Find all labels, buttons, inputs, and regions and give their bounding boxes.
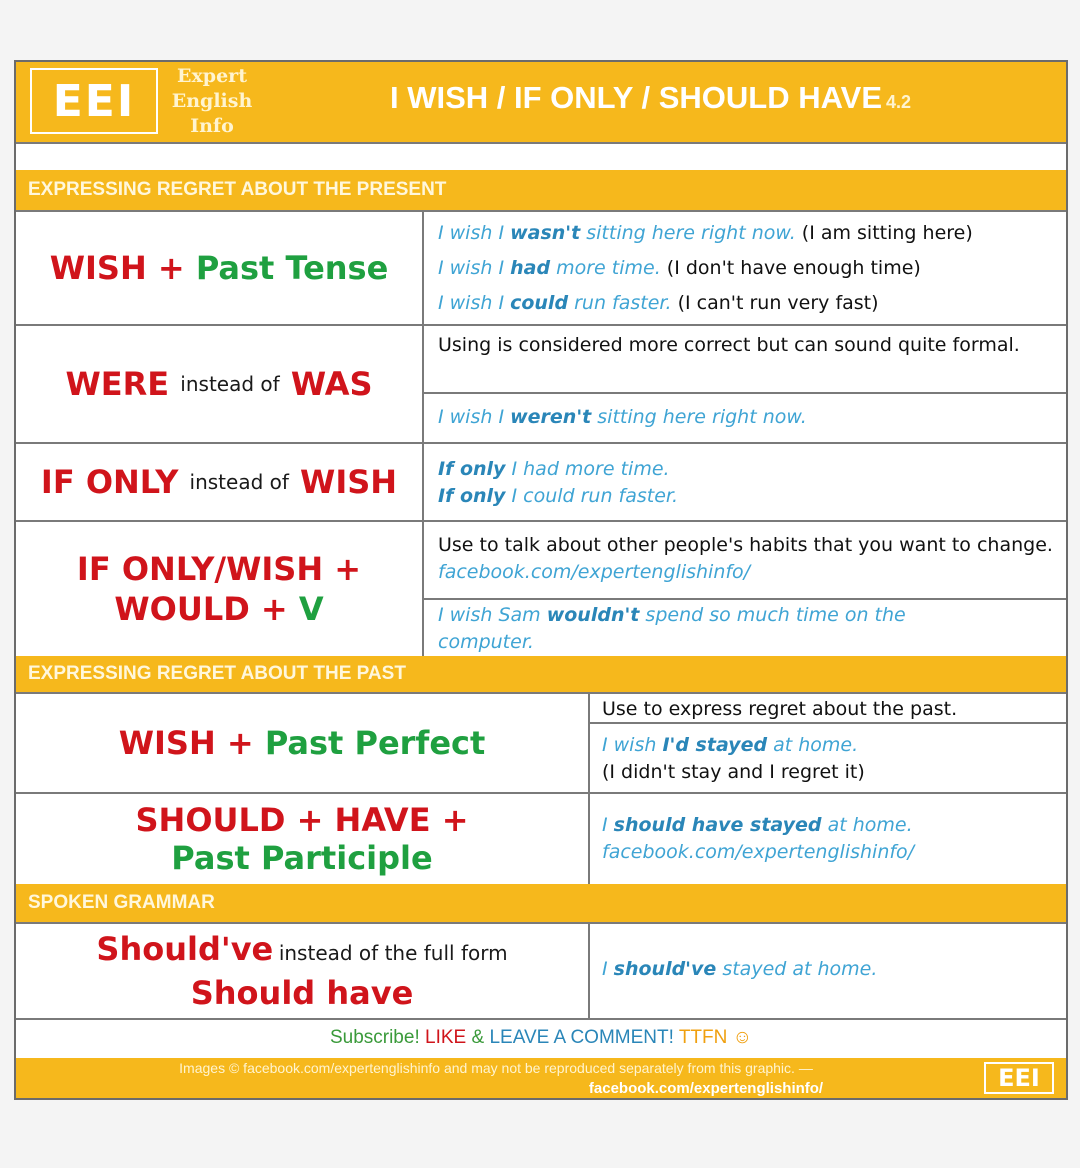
brand-name xyxy=(162,64,262,139)
rule-part-b: WAS xyxy=(290,365,373,403)
rule-part-a: WERE xyxy=(65,365,170,403)
usage-note: Use to talk about other people's habits that you want to change. facebook.com/expertenglishinfo/ xyxy=(438,534,1053,583)
divider xyxy=(424,392,1066,394)
subscribe-line xyxy=(16,1020,1066,1056)
rule-should-have-past-participle xyxy=(16,794,588,884)
column-divider xyxy=(588,922,590,1018)
rule-line-2: Past Participle xyxy=(171,839,433,877)
version-label: 4.2 xyxy=(886,92,912,112)
ampersand: & xyxy=(471,1027,485,1048)
divider xyxy=(590,722,1066,724)
example-line: I should've stayed at home. xyxy=(602,958,878,980)
example-line: I wish I could run faster. (I can't run very fast) xyxy=(438,292,879,314)
title-text: I WISH / IF ONLY / SHOULD HAVE xyxy=(390,80,883,115)
example-line: If only I had more time. xyxy=(438,458,670,480)
rule-part-b: WISH xyxy=(300,463,398,501)
rule-wish-past-perfect xyxy=(16,694,588,792)
rule-part-b: Past Perfect xyxy=(264,724,486,762)
comment-link[interactable]: LEAVE A COMMENT! xyxy=(489,1027,674,1048)
rule-part-b: Past Tense xyxy=(195,249,389,287)
example-line: If only I could run faster. xyxy=(438,485,679,507)
page-title xyxy=(390,80,1070,116)
eei-logo-small: EEI xyxy=(984,1062,1054,1094)
rule-wish-past-tense xyxy=(16,212,422,324)
facebook-link[interactable]: facebook.com/expertenglishinfo/ xyxy=(602,841,915,863)
example-line: I should have stayed at home. xyxy=(602,814,913,836)
usage-note: Using is considered more correct but can sound quite formal. xyxy=(438,334,1020,356)
rule-connector: instead of xyxy=(180,372,280,396)
header-bar xyxy=(16,62,1066,142)
rule-line-1: IF ONLY/WISH + xyxy=(76,550,362,588)
subscribe-link[interactable]: Subscribe! xyxy=(329,1027,420,1048)
section-past: EXPRESSING REGRET ABOUT THE PAST xyxy=(16,656,1066,692)
divider xyxy=(424,598,1066,600)
rule-connector: instead of the full form xyxy=(278,941,508,965)
section-present: EXPRESSING REGRET ABOUT THE PRESENT xyxy=(16,170,1066,210)
brand-line-2: English xyxy=(171,90,253,112)
example-line: I wish Sam wouldn't spend so much time on the computer. xyxy=(438,604,906,653)
like-link[interactable]: LIKE xyxy=(425,1027,467,1048)
examples-present xyxy=(424,212,1066,324)
rule-part-a: WISH + xyxy=(118,724,254,762)
example-note: (I didn't stay and I regret it) xyxy=(602,761,865,783)
copyright-text: Images © facebook.com/expertenglishinfo and may not be reproduced separately from this graphic. — xyxy=(179,1060,813,1076)
example-line: I wish I had more time. (I don't have enough time) xyxy=(438,257,921,279)
copyright-notice xyxy=(16,1058,976,1099)
footer-bar xyxy=(16,1058,1066,1098)
divider xyxy=(16,142,1066,144)
section-spoken: SPOKEN GRAMMAR xyxy=(16,884,1066,922)
brand-line-3: Info xyxy=(190,115,234,137)
example-line: I wish I weren't sitting here right now. xyxy=(438,406,807,428)
rule-were-instead-of-was xyxy=(16,326,422,442)
rule-if-only-instead-of-wish xyxy=(16,444,422,520)
usage-note: Use to express regret about the past. xyxy=(602,698,958,720)
brand-line-1: Expert xyxy=(177,65,247,87)
example-line: I wish I'd stayed at home. xyxy=(602,734,859,756)
rule-shouldve-contraction xyxy=(16,924,588,1018)
rule-part-a: WOULD + xyxy=(114,590,288,628)
eei-logo: EEI xyxy=(30,68,158,134)
example-line: I wish I wasn't sitting here right now. (I am sitting here) xyxy=(438,222,973,244)
rule-part-b: Should have xyxy=(190,974,414,1012)
infographic xyxy=(14,60,1068,1100)
column-divider xyxy=(588,692,590,884)
rule-part-a: Should've xyxy=(96,930,274,968)
rule-connector: instead of xyxy=(189,470,289,494)
rule-part-b: V xyxy=(298,590,324,628)
rule-part-a: WISH + xyxy=(49,249,185,287)
rule-if-only-wish-would-v xyxy=(16,522,422,656)
ttfn-label: TTFN ☺ xyxy=(678,1027,753,1048)
facebook-link[interactable]: facebook.com/expertenglishinfo/ xyxy=(438,561,751,583)
footer-url[interactable]: facebook.com/expertenglishinfo/ xyxy=(588,1080,824,1097)
rule-line-1: SHOULD + HAVE + xyxy=(135,801,469,839)
rule-part-a: IF ONLY xyxy=(40,463,179,501)
